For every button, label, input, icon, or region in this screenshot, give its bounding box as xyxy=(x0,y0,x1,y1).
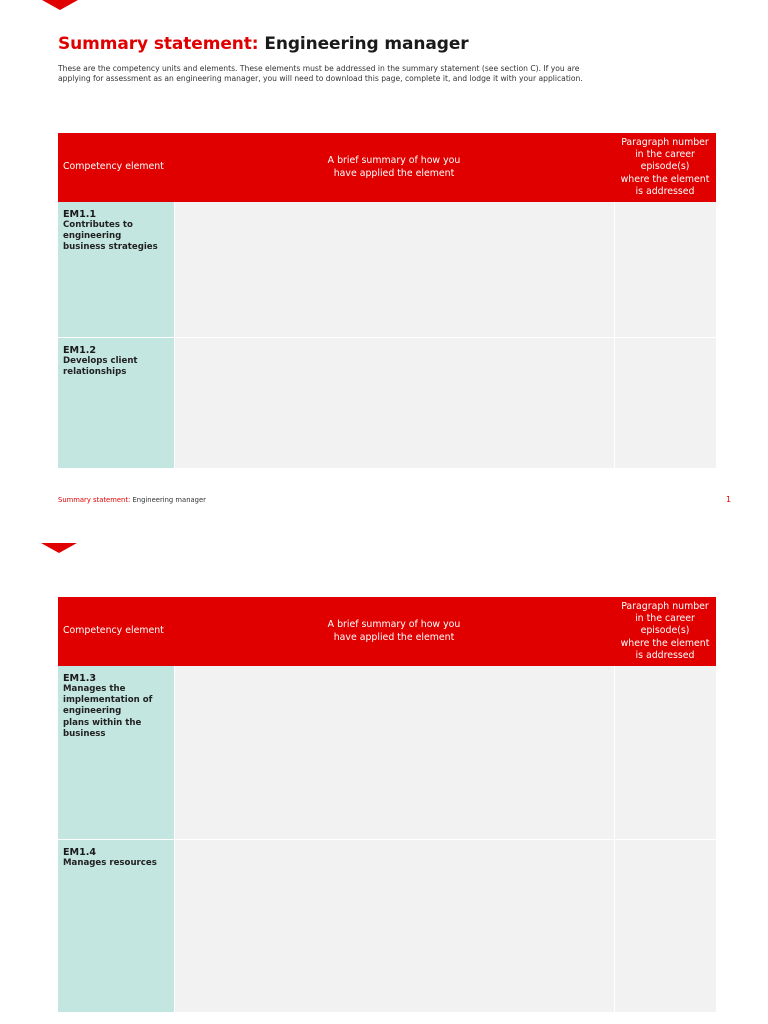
element-description-line: engineering xyxy=(63,706,122,717)
summary-entry-field[interactable] xyxy=(174,839,614,1012)
summary-entry-field[interactable] xyxy=(174,202,614,337)
element-description-line: relationships xyxy=(63,366,127,377)
chevron-down-icon xyxy=(42,0,78,10)
paragraph-number-field[interactable] xyxy=(614,839,716,1012)
element-description-line: engineering xyxy=(63,231,122,242)
intro-text xyxy=(58,64,598,84)
summary-entry-field[interactable] xyxy=(174,666,614,839)
header-competency-element: Competency element xyxy=(58,597,174,666)
header-brief-summary-line: have applied the element xyxy=(333,631,455,643)
element-description-line: Develops client xyxy=(63,355,138,366)
intro-line-1: These are the competency units and elements. These elements must be addressed in the summary statement (see section C). If you are xyxy=(58,64,580,73)
header-paragraph-line: where the element xyxy=(620,637,710,649)
header-brief-summary xyxy=(174,597,614,666)
summary-entry-field[interactable] xyxy=(174,337,614,468)
header-paragraph-line: is addressed xyxy=(635,649,695,661)
table-header-row xyxy=(58,597,716,666)
paragraph-number-field[interactable] xyxy=(614,337,716,468)
header-paragraph-line: where the element xyxy=(620,173,710,185)
competency-table-1 xyxy=(58,133,716,469)
element-description-line: business strategies xyxy=(63,242,158,253)
element-description xyxy=(63,356,169,378)
table-row xyxy=(58,202,716,337)
element-description xyxy=(63,858,169,869)
element-description-line: Contributes to xyxy=(63,220,133,230)
element-cell xyxy=(58,202,174,337)
element-cell xyxy=(58,666,174,839)
header-paragraph-line: in the career xyxy=(635,149,695,161)
element-code: EM1.1 xyxy=(63,209,97,220)
intro-line-2: applying for assessment as an engineering manager, you will need to download this page, complete it, and lodge it with your application. xyxy=(58,74,583,83)
element-code: EM1.3 xyxy=(63,673,97,684)
element-code: EM1.4 xyxy=(63,846,97,858)
paragraph-number-field[interactable] xyxy=(614,666,716,839)
element-description xyxy=(63,684,169,740)
header-paragraph-line: is addressed xyxy=(635,185,695,197)
title-rest: Engineering manager xyxy=(264,34,469,54)
element-description-line: implementation of xyxy=(63,695,153,706)
table-row xyxy=(58,337,716,468)
header-paragraph-line: episode(s) xyxy=(640,625,690,637)
element-description-line: plans within the xyxy=(63,717,142,728)
header-paragraph-line: Paragraph number xyxy=(621,600,709,612)
header-brief-summary-line: A brief summary of how you xyxy=(327,155,461,167)
table-row xyxy=(58,666,716,839)
table-row xyxy=(58,839,716,1012)
page-number: 1 xyxy=(726,495,732,504)
header-paragraph-line: Paragraph number xyxy=(621,136,709,148)
header-paragraph-number xyxy=(614,597,716,666)
footer-label-accent: Summary statement: xyxy=(58,496,131,504)
title-accent: Summary statement: xyxy=(58,34,259,54)
header-paragraph-number xyxy=(614,133,716,202)
header-paragraph-line: episode(s) xyxy=(640,161,690,173)
element-description-line: Manages the xyxy=(63,684,126,694)
header-brief-summary-line: A brief summary of how you xyxy=(327,619,461,631)
header-brief-summary xyxy=(174,133,614,202)
element-description-line: business xyxy=(63,728,106,739)
paragraph-number-field[interactable] xyxy=(614,202,716,337)
competency-table-2 xyxy=(58,597,716,1013)
element-description-line: Manages resources xyxy=(63,857,157,868)
page-title xyxy=(58,34,469,54)
chevron-down-icon xyxy=(41,543,77,553)
element-description xyxy=(63,220,169,254)
footer-label-rest: Engineering manager xyxy=(132,496,206,504)
header-competency-element: Competency element xyxy=(58,133,174,202)
element-cell xyxy=(58,337,174,468)
header-brief-summary-line: have applied the element xyxy=(333,167,455,179)
element-code: EM1.2 xyxy=(63,344,97,356)
footer-label xyxy=(58,496,206,504)
table-header-row xyxy=(58,133,716,202)
element-cell xyxy=(58,839,174,1012)
header-paragraph-line: in the career xyxy=(635,613,695,625)
